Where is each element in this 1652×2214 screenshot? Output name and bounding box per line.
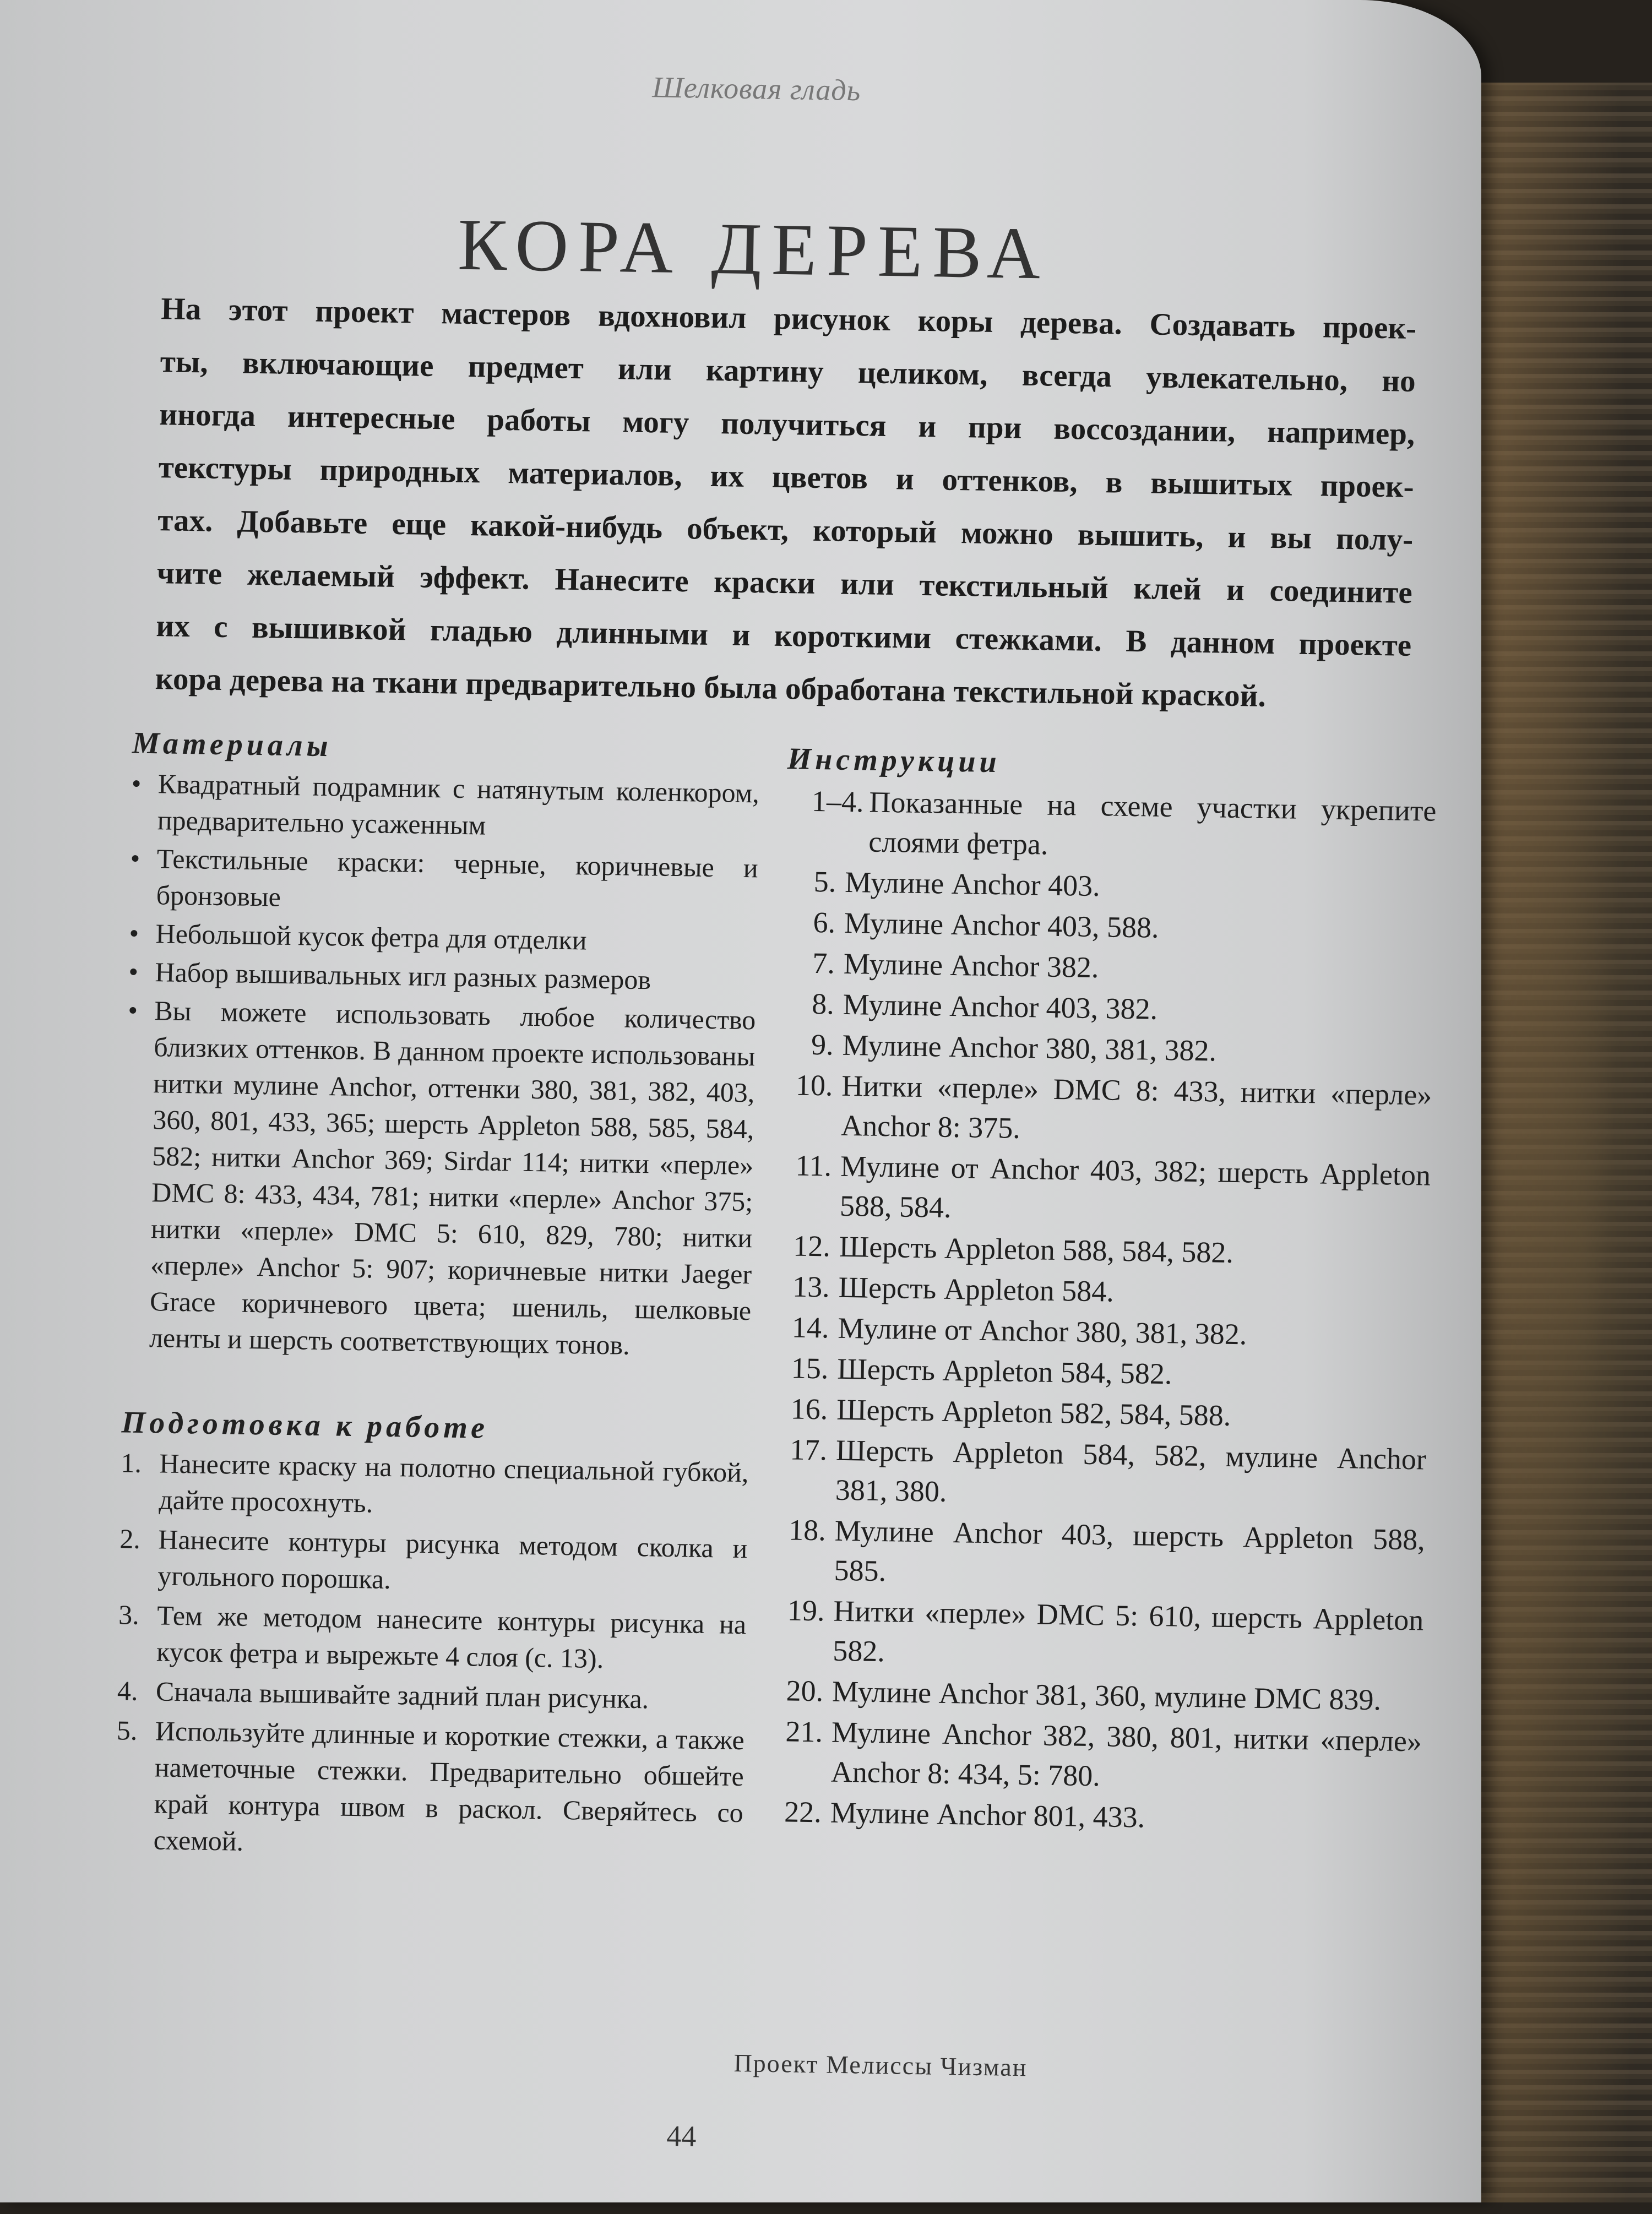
list-item: [780, 1145, 1431, 1235]
step-number: 11.: [795, 1149, 832, 1183]
step-text: Тем же методом нанесите контуры рисунка на кусок фетра и вырежьте 4 слоя (с. 13).: [156, 1600, 747, 1674]
list-item: [119, 1520, 748, 1603]
step-text: Шерсть Appleton 588, 584, 582.: [839, 1230, 1234, 1270]
step-text: Сначала вышивайте задний план рисунка.: [155, 1676, 649, 1715]
intro-line: ты, включающие предмет или картину целиком, всегда увлекательно, но: [160, 344, 1416, 399]
step-number: 15.: [791, 1351, 829, 1385]
step-number: 1.: [121, 1447, 142, 1478]
page-number: 44: [666, 2119, 697, 2153]
step-number: 16.: [790, 1392, 828, 1426]
step-number: 5.: [813, 864, 836, 899]
step-text: Мулине Anchor 403, 588.: [844, 906, 1159, 944]
list-item: [771, 1711, 1422, 1801]
page-title: КОРА ДЕРЕВА: [457, 203, 1051, 295]
step-text: Мулине Anchor 403, шерсть Appleton 588, 585.: [834, 1514, 1426, 1588]
step-text: Нитки «перле» DMC 8: 433, нитки «перле» Anchor 8: 375.: [840, 1069, 1432, 1145]
instructions-heading: Инструкции: [787, 742, 1001, 780]
list-item-text: Набор вышивальных игл разных размеров: [155, 956, 651, 996]
list-item: [128, 953, 757, 999]
list-item: [774, 1510, 1425, 1600]
intro-line: иногда интересные работы могу получиться и при воссоздании, например,: [159, 397, 1415, 451]
list-item: [115, 1712, 745, 1867]
list-item: [131, 765, 759, 847]
right-column: [770, 741, 1437, 1842]
bullet-icon: •: [130, 842, 140, 874]
intro-line: кора дерева на ткани предварительно была обработана текстильной краской.: [155, 661, 1267, 714]
step-text: Мулине Anchor 403, 382.: [843, 987, 1158, 1026]
step-text: Нанесите краску на полотно специальной губкой, дайте просохнуть.: [159, 1448, 749, 1519]
instructions-list: [770, 781, 1437, 1841]
step-number: 7.: [812, 946, 835, 980]
step-number: 20.: [786, 1674, 824, 1708]
list-item-text: Небольшой кусок фетра для отделки: [155, 918, 587, 956]
bullet-icon: •: [128, 956, 139, 987]
step-text: Мулине от Anchor 380, 381, 382.: [838, 1311, 1247, 1351]
step-text: Нанесите контуры рисунка методом сколка и угольного порошка.: [157, 1524, 748, 1595]
step-number: 14.: [791, 1310, 830, 1345]
step-number: 4.: [117, 1675, 138, 1706]
step-text: Мулине Anchor 381, 360, мулине DMC 839.: [832, 1674, 1382, 1717]
project-credit: Проект Мелиссы Чизман: [733, 2048, 1028, 2082]
step-text: Используйте длинные и короткие стежки, а также наметочные стежки. Предварительно обшейте край контура швом в раскол. Сверяйтесь со схемой.: [153, 1715, 745, 1857]
step-text: Мулине Anchor 382.: [843, 946, 1099, 984]
step-text: Нитки «перле» DMC 5: 610, шерсть Appleton 582.: [832, 1594, 1424, 1668]
materials-heading: Материалы: [132, 726, 332, 764]
step-number: 3.: [118, 1599, 140, 1630]
step-text: Мулине от Anchor 403, 382; шерсть Appleton 588, 584.: [839, 1149, 1431, 1224]
step-text: Шерсть Appleton 584, 582.: [836, 1352, 1172, 1391]
step-text: Шерсть Appleton 584.: [838, 1270, 1115, 1308]
bullet-icon: •: [128, 994, 138, 1026]
step-number: 17.: [790, 1433, 828, 1467]
step-number: 10.: [795, 1068, 833, 1102]
step-number: 6.: [813, 905, 836, 939]
running-header: Шелковая гладь: [652, 70, 861, 107]
list-item-text: Вы можете использовать любое количество близких оттенков. В данном проекте использованы нитки мулине Anchor, оттенки 380, 381, 382, 403, 360, 801, 433, 365; шерсть Appleton 588, 585, 584, 582; нитки Anchor 369; Sirdar 114; нитки «перле» DMC 8: 433, 434, 781; нитки «перле» Anchor 375; нитки «перле» DMC 5: 610, 829, 780; нитки «перле» Anchor 5: 907; коричневые нитки Jaeger Grace коричневого цвета; шениль, шелковые ленты и шерсть соответствующих тонов.: [149, 995, 756, 1361]
step-number: 22.: [784, 1795, 822, 1829]
preparation-steps: [115, 1444, 749, 1867]
list-item: [117, 1672, 746, 1718]
list-item: [118, 1596, 747, 1679]
step-text: Мулине Anchor 801, 433.: [830, 1796, 1145, 1834]
step-text: Шерсть Appleton 584, 582, мулине Anchor 381, 380.: [835, 1433, 1427, 1508]
list-item: [129, 840, 758, 922]
step-number: 21.: [785, 1715, 823, 1749]
step-text: Мулине Anchor 380, 381, 382.: [842, 1028, 1217, 1068]
intro-paragraph: [155, 282, 1417, 725]
list-item: [129, 915, 757, 961]
step-number: 8.: [811, 987, 835, 1021]
list-item: [773, 1590, 1424, 1680]
step-text: Мулине Anchor 403.: [844, 865, 1101, 903]
preparation-section: [115, 1405, 749, 1867]
materials-list: [123, 765, 760, 1365]
intro-line: чите желаемый эффект. Нанесите краски или текстильный клей и соедините: [156, 556, 1413, 610]
preparation-heading: Подготовка к работе: [121, 1405, 489, 1445]
intro-line: текстуры природных материалов, их цветов и оттенков, в вышитых проек-: [158, 450, 1415, 504]
step-number: 5.: [116, 1715, 138, 1746]
list-item-text: Квадратный подрамник с натянутым коленкором, предварительно усаженным: [157, 768, 760, 841]
step-text: Мулине Anchor 382, 380, 801, нитки «перле» Anchor 8: 434, 5: 780.: [830, 1715, 1422, 1793]
intro-line: На этот проект мастеров вдохновил рисунок коры дерева. Создавать проек-: [160, 291, 1417, 346]
list-item: [123, 992, 756, 1365]
list-item: [786, 781, 1437, 871]
list-item: [120, 1444, 749, 1527]
bullet-icon: •: [131, 768, 142, 799]
step-number: 12.: [792, 1229, 831, 1263]
list-item: [781, 1065, 1432, 1155]
step-number: 2.: [119, 1523, 141, 1554]
step-number: 1–4.: [811, 784, 865, 819]
intro-line: их с вышивкой гладью длинными и короткими стежками. В данном проекте: [155, 608, 1412, 663]
step-text: Шерсть Appleton 582, 584, 588.: [836, 1392, 1231, 1432]
bullet-icon: •: [129, 917, 139, 949]
intro-line: тах. Добавьте еще какой-нибудь объект, который можно вышить, и вы полу-: [157, 503, 1414, 557]
step-number: 13.: [792, 1270, 830, 1304]
step-number: 18.: [788, 1513, 827, 1547]
list-item-text: Текстильные краски: черные, коричневые и бронзовые: [156, 843, 759, 912]
step-text: Показанные на схеме участки укрепите слоями фетра.: [868, 785, 1437, 861]
list-item: [775, 1429, 1426, 1519]
left-column: [115, 725, 760, 1870]
step-number: 9.: [811, 1027, 834, 1062]
step-number: 19.: [787, 1593, 825, 1628]
